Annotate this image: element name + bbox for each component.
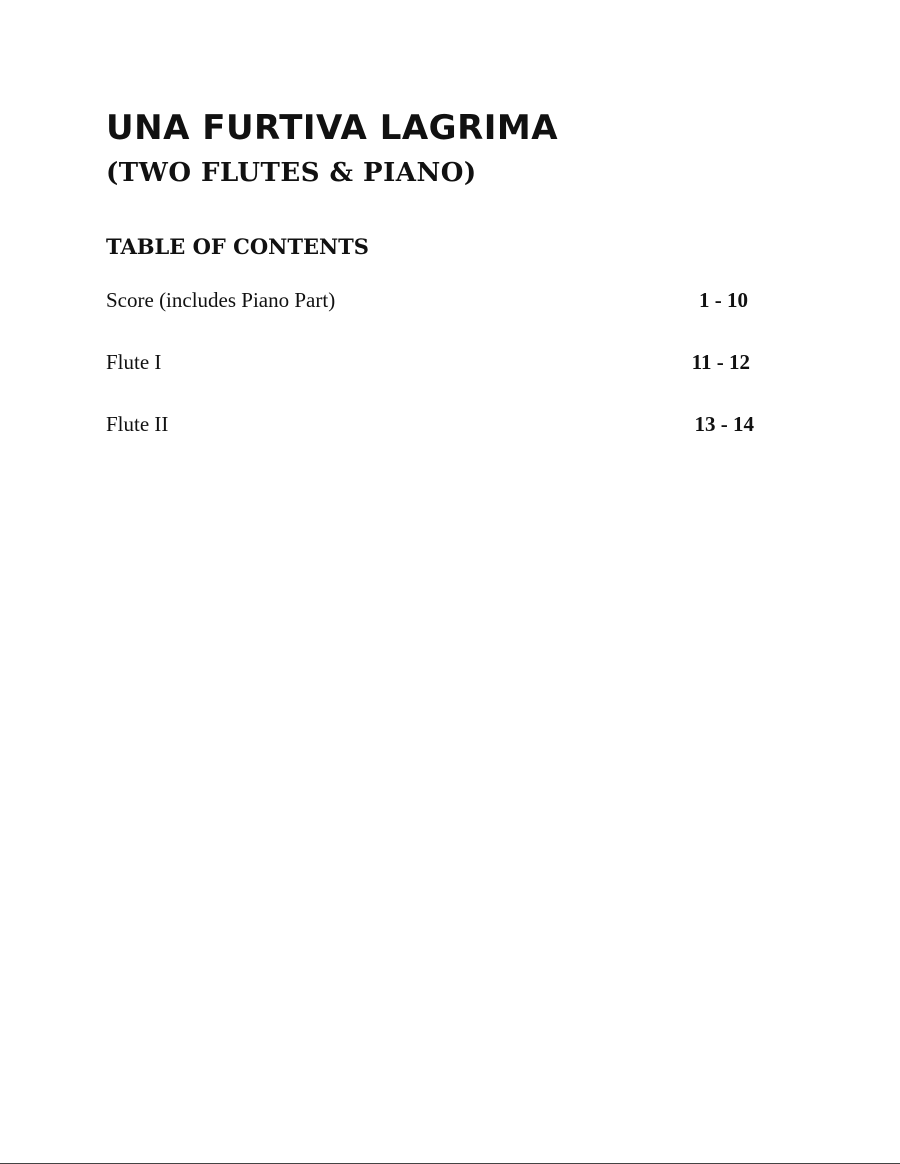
toc-entry-label: Flute I: [106, 350, 162, 374]
toc-entry-flute-2: [106, 412, 754, 440]
toc-entry-pages: 13 - 14: [694, 412, 754, 436]
toc-entry-pages: 1 - 10: [699, 288, 748, 312]
toc-entry-label: Flute II: [106, 412, 169, 436]
toc-entry-label: Score (includes Piano Part): [106, 288, 336, 312]
toc-heading: TABLE OF CONTENTS: [106, 234, 369, 259]
document-subtitle: (TWO FLUTES & PIANO): [106, 158, 477, 188]
toc-entry-flute-1: [106, 350, 754, 378]
toc-entry-pages: 11 - 12: [691, 350, 750, 374]
toc-entry-score: [106, 288, 754, 316]
document-title: UNA FURTIVA LAGRIMA: [106, 108, 559, 148]
